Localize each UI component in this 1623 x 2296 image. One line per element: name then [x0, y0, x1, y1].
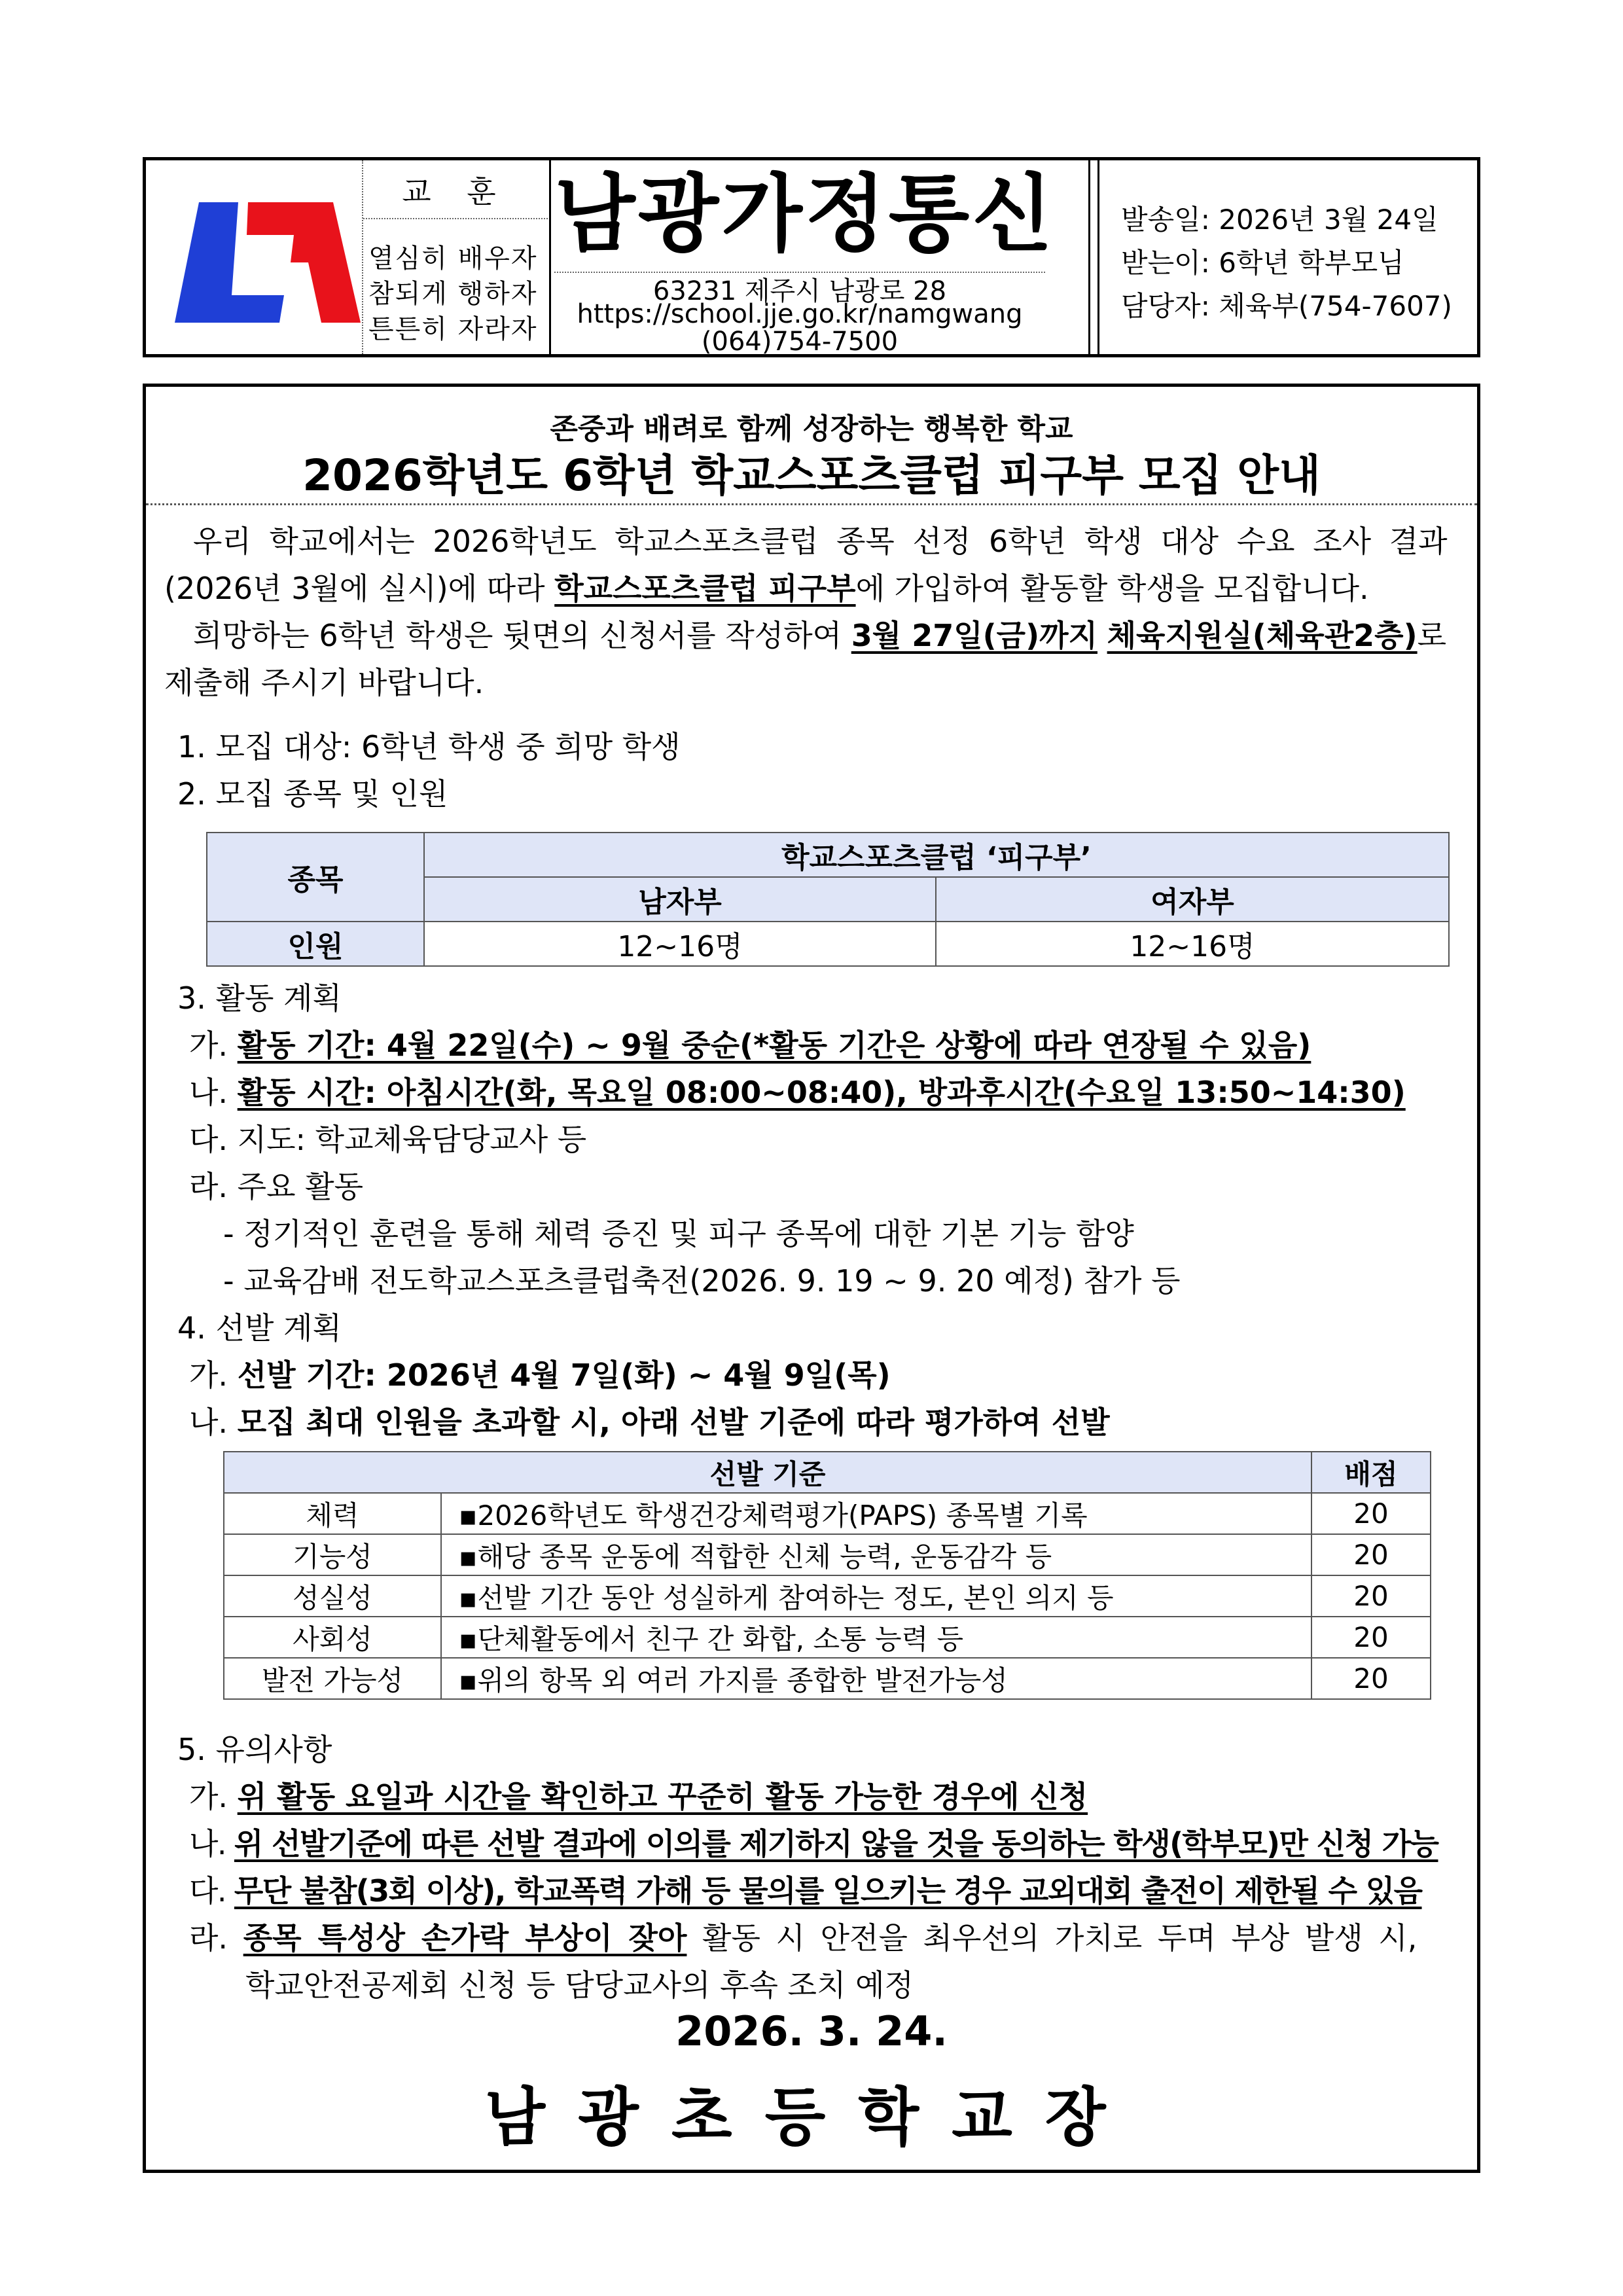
motto-title: 교 훈	[402, 174, 509, 209]
table-row: 기능성 ▪해당 종목 운동에 적합한 신체 능력, 운동감각 등 20	[224, 1534, 1431, 1575]
divider	[363, 218, 548, 219]
plan-da: 다. 지도: 학교체육담당교사 등	[189, 1122, 587, 1157]
criteria-header: 선발 기준	[224, 1452, 1311, 1493]
school-phone: (064)754-7500	[701, 327, 899, 357]
school-slogan: 존중과 배려로 함께 성장하는 행복한 학교	[550, 412, 1073, 446]
divider	[1088, 160, 1090, 354]
divider	[549, 160, 551, 354]
newsletter-header	[143, 157, 1480, 357]
section-3: 3. 활동 계획	[177, 980, 342, 1016]
col-group: 학교스포츠클럽 ‘피구부’	[424, 833, 1449, 877]
boys-count: 12~16명	[424, 922, 936, 966]
note-ra-cont: 학교안전공제회 신청 등 담당교사의 후속 조치 예정	[245, 1967, 914, 2003]
criteria-table	[223, 1451, 1431, 1700]
divider	[146, 503, 1477, 505]
club-name: 학교스포츠클럽 피구부	[554, 571, 856, 606]
col-item: 종목	[207, 833, 424, 922]
intro-line: 우리 학교에서는 2026학년도 학교스포츠클럽 종목 선정 6학년 학생 대상 수요 조사 결과	[193, 524, 1448, 559]
motto-line: 참되게 행하자	[368, 279, 538, 309]
select-na: 나. 모집 최대 인원을 초과할 시, 아래 선발 기준에 따라 평가하여 선발	[189, 1405, 1110, 1440]
col-girls: 여자부	[936, 877, 1449, 922]
school-url[interactable]: https://school.jje.go.kr/namgwang	[577, 299, 1023, 329]
issue-date: 2026. 3. 24.	[675, 2007, 948, 2055]
plan-ga: 가. 활동 기간: 4월 22일(수) ~ 9월 중순(*활동 기간은 상황에 따라 연장될 수 있음)	[189, 1028, 1311, 1063]
plan-na: 나. 활동 시간: 아침시간(화, 목요일 08:00~08:40), 방과후시간(수요일 13:50~14:30)	[189, 1075, 1406, 1110]
notice-body	[143, 384, 1480, 2173]
table-row: 사회성 ▪단체활동에서 친구 간 화합, 소통 능력 등 20	[224, 1617, 1431, 1658]
table-row: 체력 ▪2026학년도 학생건강체력평가(PAPS) 종목별 기록 20	[224, 1493, 1431, 1534]
table-row: 발전 가능성 ▪위의 항목 외 여러 가지를 종합한 발전가능성 20	[224, 1658, 1431, 1699]
intro-line: (2026년 3월에 실시)에 따라 학교스포츠클럽 피구부에 가입하여 활동할 학생을 모집합니다.	[164, 571, 1369, 606]
recipient: 받는이: 6학년 학부모님	[1121, 247, 1404, 279]
recruit-table	[206, 832, 1450, 967]
note-da: 다. 무단 불참(3회 이상), 학교폭력 가해 등 물의를 일으키는 경우 교외대회 출전이 제한될 수 있음	[189, 1873, 1422, 1909]
select-ga: 가. 선발 기간: 2026년 4월 7일(화) ~ 4월 9일(목)	[189, 1357, 891, 1393]
plan-ra: 라. 주요 활동	[189, 1169, 364, 1204]
contact: 담당자: 체육부(754-7607)	[1121, 290, 1452, 322]
plan-ra-item: - 정기적인 훈련을 통해 체력 증진 및 피구 종목에 대한 기본 기능 함양	[223, 1216, 1134, 1251]
intro-line: 제출해 주시기 바랍니다.	[164, 665, 484, 700]
newsletter-title: 남광가정통신	[554, 166, 1056, 263]
send-date: 발송일: 2026년 3월 24일	[1121, 204, 1438, 236]
col-boys: 남자부	[424, 877, 936, 922]
section-2: 2. 모집 종목 및 인원	[177, 776, 448, 812]
score-header: 배점	[1311, 1452, 1431, 1493]
notice-title: 2026학년도 6학년 학교스포츠클럽 피구부 모집 안내	[302, 450, 1321, 501]
deadline: 3월 27일(금)까지	[851, 618, 1097, 653]
table-row: 성실성 ▪선발 기간 동안 성실하게 참여하는 정도, 본인 의지 등 20	[224, 1575, 1431, 1617]
principal-signature: 남광초등학교장	[484, 2081, 1139, 2154]
intro-line: 희망하는 6학년 학생은 뒷면의 신청서를 작성하여 3월 27일(금)까지 체육지원실(체육관2층)로	[193, 618, 1447, 653]
note-ra: 라. 종목 특성상 손가락 부상이 잦아 활동 시 안전을 최우선의 가치로 두며 부상 발생 시,	[189, 1920, 1418, 1956]
motto-line: 튼튼히 자라자	[368, 314, 538, 344]
section-5: 5. 유의사항	[177, 1732, 332, 1767]
submit-location: 체육지원실(체육관2층)	[1107, 618, 1418, 653]
school-logo-icon	[169, 197, 366, 328]
section-4: 4. 선발 계획	[177, 1310, 342, 1346]
girls-count: 12~16명	[936, 922, 1449, 966]
divider	[1097, 160, 1099, 354]
row-label: 인원	[207, 922, 424, 966]
plan-ra-item: - 교육감배 전도학교스포츠클럽축전(2026. 9. 19 ~ 9. 20 예정) 참가 등	[223, 1263, 1181, 1299]
section-1: 1. 모집 대상: 6학년 학생 중 희망 학생	[177, 729, 681, 764]
school-address: 63231 제주시 남광로 28	[652, 276, 947, 306]
note-ga: 가. 위 활동 요일과 시간을 확인하고 꾸준히 활동 가능한 경우에 신청	[189, 1779, 1088, 1814]
note-na: 나. 위 선발기준에 따른 선발 결과에 이의를 제기하지 않을 것을 동의하는 학생(학부모)만 신청 가능	[189, 1826, 1438, 1861]
motto-line: 열심히 배우자	[368, 243, 538, 274]
